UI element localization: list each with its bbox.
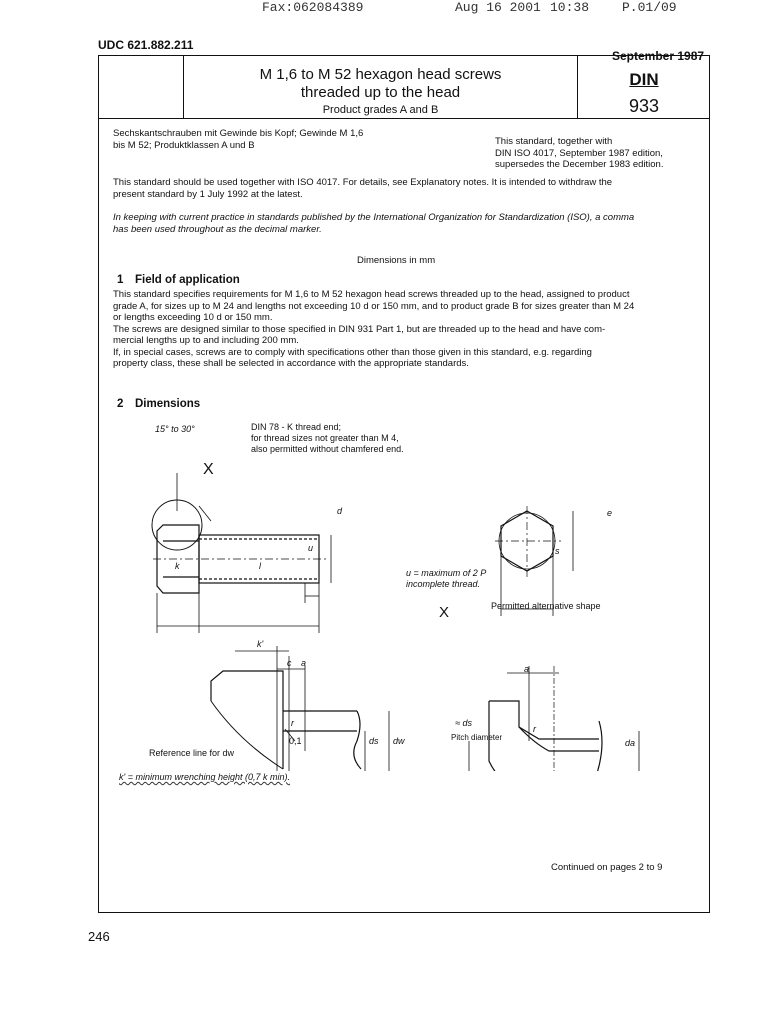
issue-date: September 1987 xyxy=(612,49,705,63)
intro-paragraph: This standard should be used together with ISO 4017. For details, see Explanatory notes. It is intended to withdraw the present standard by 1 July 1992 at the latest. xyxy=(113,177,613,200)
section2-heading: Dimensions xyxy=(135,398,201,410)
screw-side-view xyxy=(152,473,331,633)
pitch-diameter-label: Pitch diameter xyxy=(451,733,503,742)
section1-number: 1 xyxy=(117,274,124,286)
dim-d: d xyxy=(337,506,343,516)
dim-approx-ds: ≈ ds xyxy=(455,718,472,728)
hexagon-end-view xyxy=(495,506,573,616)
dimensions-note: Dimensions in mm xyxy=(357,255,436,266)
document-title: M 1,6 to M 52 hexagon head screws threaded up to the head xyxy=(259,66,502,101)
dim-da: da xyxy=(625,738,636,748)
alt-shape-label: Permitted alternative shape xyxy=(491,601,601,611)
dim-ds: ds xyxy=(369,736,379,746)
kprime-note: k' = minimum wrenching height (0,7 k min). xyxy=(119,772,291,782)
detail-x-label: X xyxy=(439,604,450,621)
supersedes-note: This standard, together with DIN ISO 4017, September 1987 edition, supersedes the December 1983 edition. xyxy=(495,136,664,170)
dim-r-alt: r xyxy=(533,724,536,734)
dim-dw: dw xyxy=(393,736,405,746)
screw-drawing xyxy=(99,411,709,771)
dim-c: c xyxy=(287,658,292,668)
page-number: 246 xyxy=(88,929,110,944)
detail-x-mark: X xyxy=(203,461,214,478)
fax-number: Fax:062084389 xyxy=(262,0,364,15)
iso-note: In keeping with current practice in standards published by the International Organization for Standardization (ISO), a comma has been used throughout as the decimal marker. xyxy=(113,212,635,235)
dim-u: u xyxy=(308,543,314,553)
din-number: 933 xyxy=(628,96,660,116)
fax-page: P.01/09 xyxy=(622,0,677,15)
title-divider xyxy=(99,118,709,119)
dim-zero-one: 0,1 xyxy=(289,736,302,746)
dim-k: k xyxy=(175,561,180,571)
din-logo: DIN xyxy=(629,70,659,89)
section1-body: This standard specifies requirements for M 1,6 to M 52 hexagon head screws threaded up to the head, assigned to product grade A, for sizes up to M 24 and lengths not exceeding 10 d or 150 mm, and to product grade B for sizes greater than M 24 or lengths exceeding 10 d or 150 mm. The screws are designed similar to those specified in DIN 931 Part 1, but are threaded up to the head and have com- mercial lengths up to and including 200 mm. If, in special cases, screws are to comply with specifications other than those given in this standard, e.g. regarding property class, these shall be selected in accordance with the appropriate standards. xyxy=(113,289,635,369)
fax-time: 10:38 xyxy=(550,0,590,15)
dim-a: a xyxy=(301,658,307,668)
dim-a-alt: a xyxy=(524,664,530,674)
dim-s: s xyxy=(555,546,560,556)
fax-date: Aug 16 2001 xyxy=(455,0,541,15)
dim-r: r xyxy=(291,718,294,728)
udc-code: UDC 621.882.211 xyxy=(98,38,194,52)
section1-heading: Field of application xyxy=(135,274,240,286)
alt-shape-view xyxy=(469,666,639,771)
reference-line-label: Reference line for dw xyxy=(149,748,235,758)
dim-kprime: k' xyxy=(257,639,264,649)
u-note: u = maximum of 2 P incomplete thread. xyxy=(406,568,487,589)
angle-label: 15° to 30° xyxy=(155,424,195,434)
section2-number: 2 xyxy=(117,398,124,410)
dim-l: l xyxy=(259,561,261,571)
standard-frame xyxy=(98,55,710,913)
product-grades: Product grades A and B xyxy=(322,104,439,116)
dim-e: e xyxy=(607,508,613,518)
detail-x-view xyxy=(211,646,389,771)
german-title: Sechskantschrauben mit Gewinde bis Kopf; Gewinde M 1,6 bis M 52; Produktklassen A und B xyxy=(113,128,364,151)
continued-note: Continued on pages 2 to 9 xyxy=(551,862,663,873)
thread-end-note: DIN 78 - K thread end; for thread sizes not greater than M 4, also permitted without chamfered end. xyxy=(251,422,404,454)
